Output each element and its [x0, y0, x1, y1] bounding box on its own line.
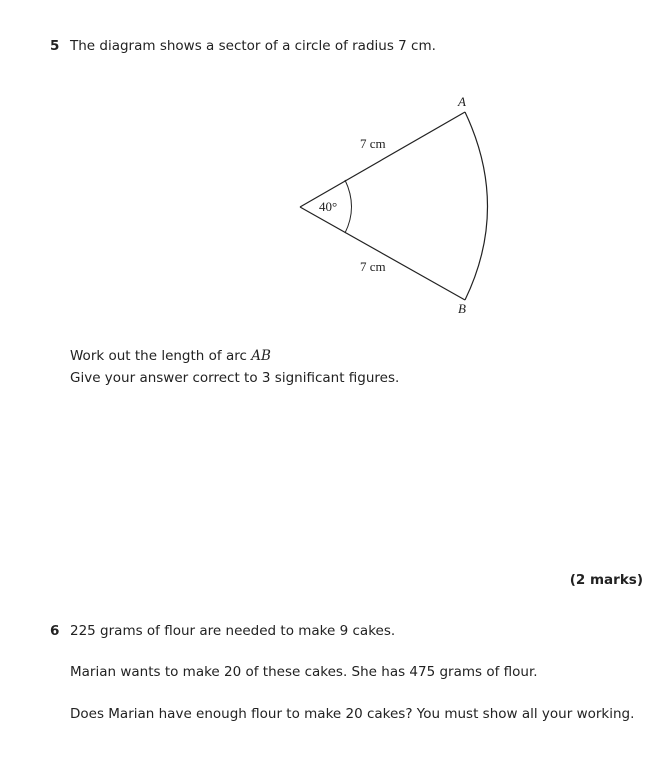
- question-6-line-3: Does Marian have enough flour to make 20 cakes? You must show all your working.: [70, 706, 635, 722]
- question-5-instruction: [70, 348, 271, 364]
- angle-arc: [345, 180, 352, 233]
- arc-ab: [465, 112, 488, 300]
- question-5-instruction-2: Give your answer correct to 3 significant figures.: [70, 370, 400, 386]
- radius-top-label: 7 cm: [360, 136, 386, 151]
- instruction-prefix: Work out the length of arc: [70, 348, 252, 364]
- question-6-number: 6: [50, 623, 60, 639]
- angle-label: 40°: [319, 199, 338, 214]
- label-a: A: [458, 94, 466, 109]
- label-b: B: [458, 301, 466, 316]
- arc-ab-math: AB: [251, 348, 271, 364]
- radius-ob: [300, 207, 465, 300]
- question-5-stem: The diagram shows a sector of a circle of radius 7 cm.: [70, 38, 436, 54]
- question-6-line-2: Marian wants to make 20 of these cakes. She has 475 grams of flour.: [70, 664, 538, 680]
- question-5-marks: (2 marks): [569, 572, 643, 588]
- radius-bottom-label: 7 cm: [360, 259, 386, 274]
- question-6-stem: 225 grams of flour are needed to make 9 cakes.: [70, 623, 396, 639]
- question-5-number: 5: [50, 38, 60, 54]
- sector-diagram: [0, 0, 670, 320]
- radius-oa: [300, 112, 465, 207]
